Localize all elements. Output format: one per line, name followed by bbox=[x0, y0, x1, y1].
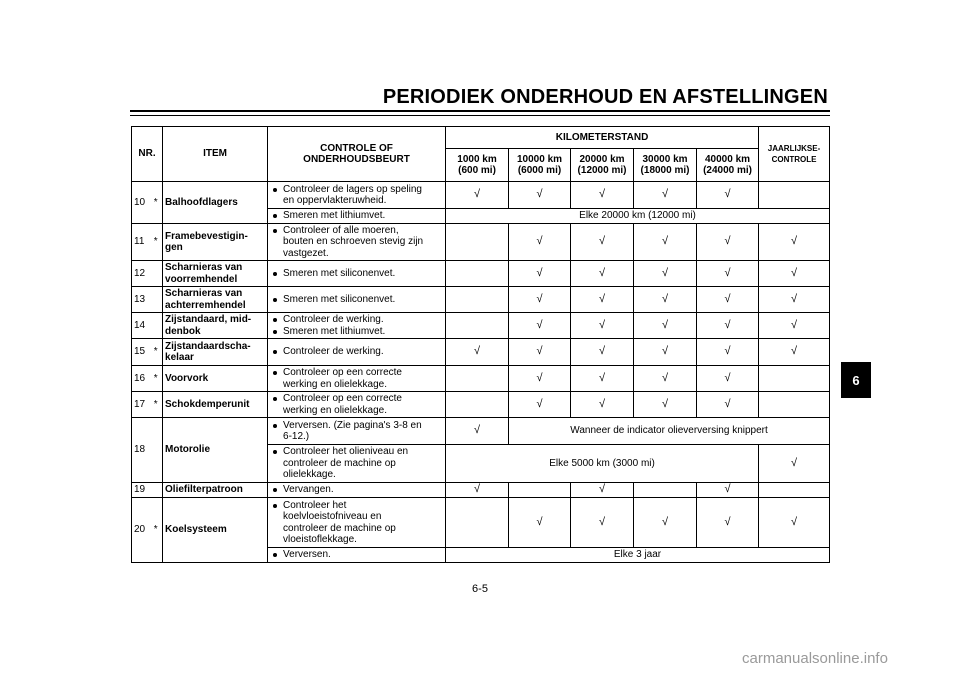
item-name: Scharnieras van achterremhendel bbox=[163, 287, 268, 313]
row-number: 13 bbox=[132, 287, 150, 313]
table-row bbox=[132, 498, 830, 548]
check-mark: √ bbox=[759, 261, 830, 287]
control-cell: Verversen. (Zie pagina's 3-8 en 6-12.) bbox=[268, 418, 446, 445]
row-star: * bbox=[150, 498, 163, 563]
header-km-5: 40000 km (24000 mi) bbox=[697, 149, 759, 182]
header-km-2: 10000 km (6000 mi) bbox=[509, 149, 571, 182]
check-mark: √ bbox=[446, 339, 509, 366]
check-mark: √ bbox=[509, 498, 571, 548]
check-mark: √ bbox=[509, 224, 571, 261]
item-name: Voorvork bbox=[163, 366, 268, 392]
check-mark: √ bbox=[697, 182, 759, 209]
check-mark: √ bbox=[759, 445, 830, 483]
control-cell: Controleer op een correcte werking en olielekkage. bbox=[268, 366, 446, 392]
control-cell: Smeren met siliconenvet. bbox=[268, 261, 446, 287]
check-mark: √ bbox=[697, 313, 759, 339]
row-star: * bbox=[150, 182, 163, 224]
check-mark: √ bbox=[446, 418, 509, 445]
check-mark: √ bbox=[446, 182, 509, 209]
check-mark: √ bbox=[697, 366, 759, 392]
control-cell: Smeren met siliconenvet. bbox=[268, 287, 446, 313]
table-row bbox=[132, 182, 830, 209]
check-mark: √ bbox=[634, 498, 697, 548]
table-row bbox=[132, 261, 830, 287]
row-number: 14 bbox=[132, 313, 150, 339]
header-km-3: 20000 km (12000 mi) bbox=[571, 149, 634, 182]
control-cell: Controleer de werking. bbox=[268, 339, 446, 366]
table-row bbox=[132, 224, 830, 261]
page-number: 6-5 bbox=[472, 583, 488, 595]
check-mark: √ bbox=[697, 287, 759, 313]
control-cell: Controleer het olieniveau en controleer de machine op olielekkage. bbox=[268, 445, 446, 483]
item-name: Koelsysteem bbox=[163, 498, 268, 563]
item-name: Framebevestigin- gen bbox=[163, 224, 268, 261]
row-star: * bbox=[150, 392, 163, 418]
check-mark: √ bbox=[697, 483, 759, 498]
title-rule bbox=[130, 110, 830, 112]
control-cell: Controleer de werking. Smeren met lithiumvet. bbox=[268, 313, 446, 339]
check-mark: √ bbox=[634, 392, 697, 418]
row-number: 17 bbox=[132, 392, 150, 418]
check-mark: √ bbox=[571, 287, 634, 313]
check-mark: √ bbox=[697, 392, 759, 418]
check-mark: √ bbox=[634, 287, 697, 313]
check-mark: √ bbox=[571, 313, 634, 339]
check-mark: √ bbox=[759, 313, 830, 339]
check-mark: √ bbox=[446, 483, 509, 498]
check-mark: √ bbox=[697, 498, 759, 548]
control-cell: Controleer of alle moeren, bouten en schroeven stevig zijn vastgezet. bbox=[268, 224, 446, 261]
table-row bbox=[132, 418, 830, 445]
item-name: Oliefilterpatroon bbox=[163, 483, 268, 498]
check-mark: √ bbox=[759, 498, 830, 548]
row-number: 11 bbox=[132, 224, 150, 261]
check-mark: √ bbox=[634, 339, 697, 366]
check-mark: √ bbox=[509, 182, 571, 209]
check-mark: √ bbox=[509, 366, 571, 392]
check-mark: √ bbox=[509, 313, 571, 339]
interval-text: Elke 5000 km (3000 mi) bbox=[446, 445, 759, 483]
table-row bbox=[132, 339, 830, 366]
check-mark: √ bbox=[509, 392, 571, 418]
header-control: CONTROLE OF ONDERHOUDSBEURT bbox=[268, 127, 446, 182]
table-row bbox=[132, 483, 830, 498]
check-mark: √ bbox=[697, 339, 759, 366]
check-mark: √ bbox=[634, 261, 697, 287]
table-row bbox=[132, 287, 830, 313]
check-mark: √ bbox=[509, 287, 571, 313]
row-star: * bbox=[150, 224, 163, 261]
item-name: Balhoofdlagers bbox=[163, 182, 268, 224]
item-name: Schokdemperunit bbox=[163, 392, 268, 418]
check-mark: √ bbox=[634, 366, 697, 392]
check-mark: √ bbox=[759, 224, 830, 261]
check-mark: √ bbox=[634, 224, 697, 261]
maintenance-table bbox=[131, 126, 830, 563]
check-mark: √ bbox=[571, 498, 634, 548]
check-mark: √ bbox=[509, 261, 571, 287]
check-mark: √ bbox=[634, 182, 697, 209]
header-annual: JAARLIJKSE- CONTROLE bbox=[759, 127, 830, 182]
check-mark: √ bbox=[571, 483, 634, 498]
check-mark: √ bbox=[571, 339, 634, 366]
item-name: Motorolie bbox=[163, 418, 268, 483]
row-star: * bbox=[150, 339, 163, 366]
item-name: Scharnieras van voorremhendel bbox=[163, 261, 268, 287]
row-number: 15 bbox=[132, 339, 150, 366]
row-number: 20 bbox=[132, 498, 150, 563]
header-km-1: 1000 km (600 mi) bbox=[446, 149, 509, 182]
control-cell: Controleer de lagers op speling en oppervlakteruwheid. bbox=[268, 182, 446, 209]
row-number: 19 bbox=[132, 483, 150, 498]
check-mark: √ bbox=[634, 313, 697, 339]
header-nr: NR. bbox=[132, 127, 163, 182]
table-row bbox=[132, 366, 830, 392]
control-cell: Vervangen. bbox=[268, 483, 446, 498]
control-cell: Controleer het koelvloeistofniveau en controleer de machine op vloeistoflekkage. bbox=[268, 498, 446, 548]
header-km-4: 30000 km (18000 mi) bbox=[634, 149, 697, 182]
check-mark: √ bbox=[697, 261, 759, 287]
table-row bbox=[132, 313, 830, 339]
interval-text: Elke 3 jaar bbox=[446, 548, 830, 563]
check-mark: √ bbox=[759, 287, 830, 313]
row-number: 16 bbox=[132, 366, 150, 392]
page-title: PERIODIEK ONDERHOUD EN AFSTELLINGEN bbox=[382, 86, 828, 108]
interval-text: Wanneer de indicator olieverversing knippert bbox=[509, 418, 830, 445]
control-cell: Controleer op een correcte werking en olielekkage. bbox=[268, 392, 446, 418]
check-mark: √ bbox=[697, 224, 759, 261]
check-mark: √ bbox=[571, 366, 634, 392]
table-row bbox=[132, 392, 830, 418]
check-mark: √ bbox=[571, 261, 634, 287]
header-item: ITEM bbox=[163, 127, 268, 182]
control-cell: Verversen. bbox=[268, 548, 446, 563]
check-mark: √ bbox=[571, 224, 634, 261]
row-star: * bbox=[150, 366, 163, 392]
check-mark: √ bbox=[759, 339, 830, 366]
interval-text: Elke 20000 km (12000 mi) bbox=[446, 209, 830, 224]
check-mark: √ bbox=[571, 182, 634, 209]
check-mark: √ bbox=[571, 392, 634, 418]
item-name: Zijstandaardscha- kelaar bbox=[163, 339, 268, 366]
title-rule-thin bbox=[130, 115, 830, 116]
item-name: Zijstandaard, mid- denbok bbox=[163, 313, 268, 339]
header-km-group: KILOMETERSTAND bbox=[446, 127, 759, 149]
watermark: carmanualsonline.info bbox=[742, 650, 888, 667]
check-mark: √ bbox=[509, 339, 571, 366]
chapter-tab: 6 bbox=[841, 362, 871, 398]
row-number: 18 bbox=[132, 418, 150, 483]
row-number: 12 bbox=[132, 261, 150, 287]
row-number: 10 bbox=[132, 182, 150, 224]
control-cell: Smeren met lithiumvet. bbox=[268, 209, 446, 224]
